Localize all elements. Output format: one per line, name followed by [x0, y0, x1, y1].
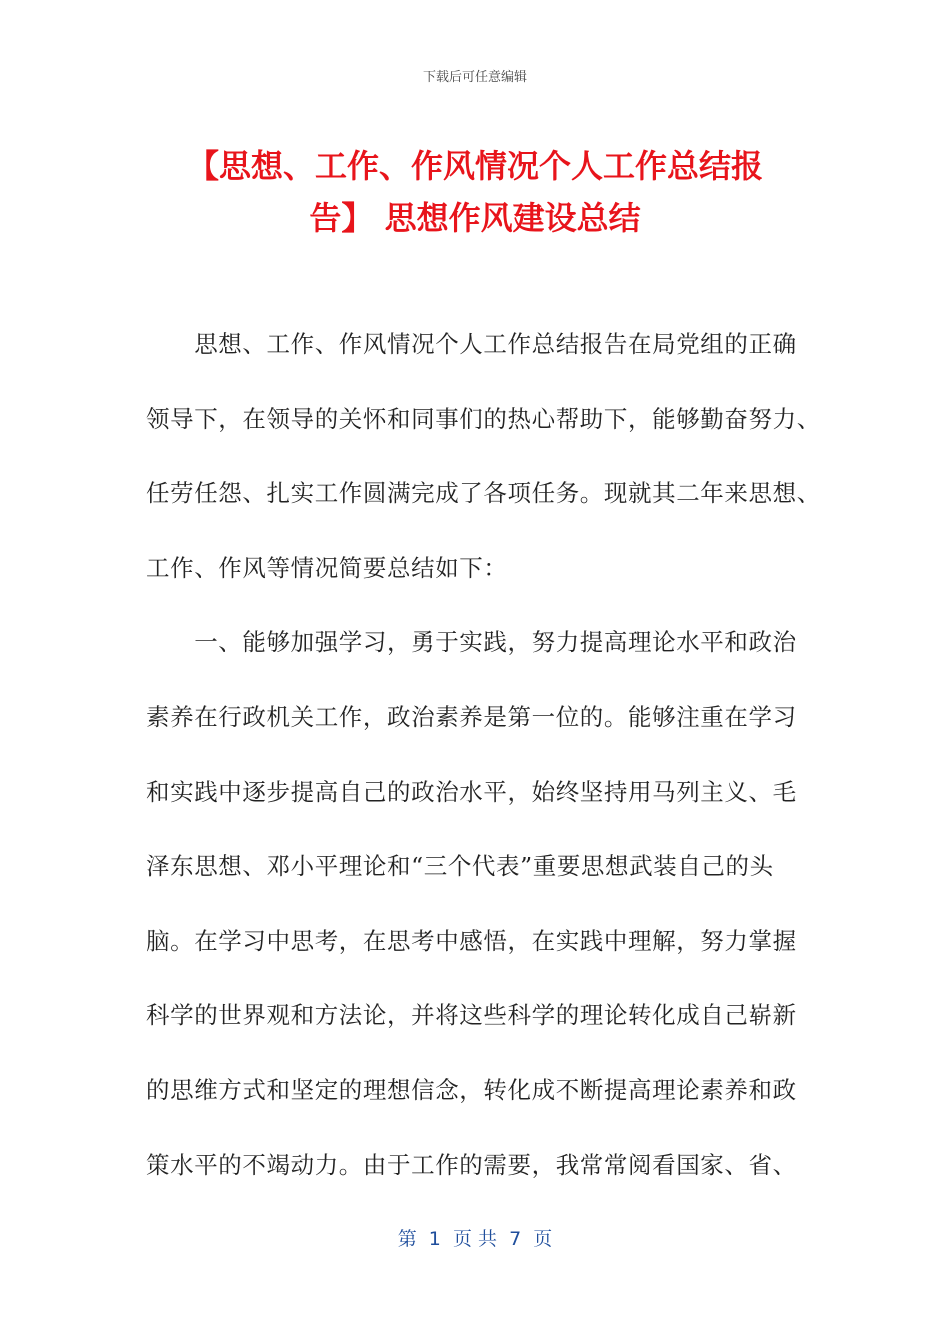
body-line: 的思维方式和坚定的理想信念，转化成不断提高理论素养和政	[146, 1075, 797, 1104]
page-number-footer: 第 1 页 共 7 页	[397, 1228, 553, 1250]
body-line: 素养在行政机关工作，政治素养是第一位的。能够注重在学习	[146, 702, 797, 731]
body-line: 脑。在学习中思考，在思考中感悟，在实践中理解，努力掌握	[146, 926, 797, 955]
body-line: 工作、作风等情况简要总结如下：	[146, 553, 508, 582]
body-line: 科学的世界观和方法论，并将这些科学的理论转化成自己崭新	[146, 1001, 797, 1030]
header-note: 下载后可任意编辑	[422, 70, 527, 85]
body-line: 一、能够加强学习，勇于实践，努力提高理论水平和政治	[146, 628, 797, 657]
document-title	[150, 140, 800, 244]
body-line: 泽东思想、邓小平理论和“三个代表”重要思想武装自己的头	[146, 852, 774, 881]
title-line-2: 告】 思想作风建设总结	[309, 199, 641, 237]
title-line-1: 【思想、工作、作风情况个人工作总结报	[186, 147, 763, 185]
body-line: 领导下，在领导的关怀和同事们的热心帮助下，能够勤奋努力、	[146, 404, 821, 433]
body-line: 策水平的不竭动力。由于工作的需要，我常常阅看国家、省、	[146, 1150, 797, 1179]
body-line: 和实践中逐步提高自己的政治水平，始终坚持用马列主义、毛	[146, 777, 797, 806]
document-body	[146, 312, 821, 1207]
body-line: 思想、工作、作风情况个人工作总结报告在局党组的正确	[146, 330, 797, 358]
body-line: 任劳任怨、扎实工作圆满完成了各项任务。现就其二年来思想、	[146, 479, 821, 508]
